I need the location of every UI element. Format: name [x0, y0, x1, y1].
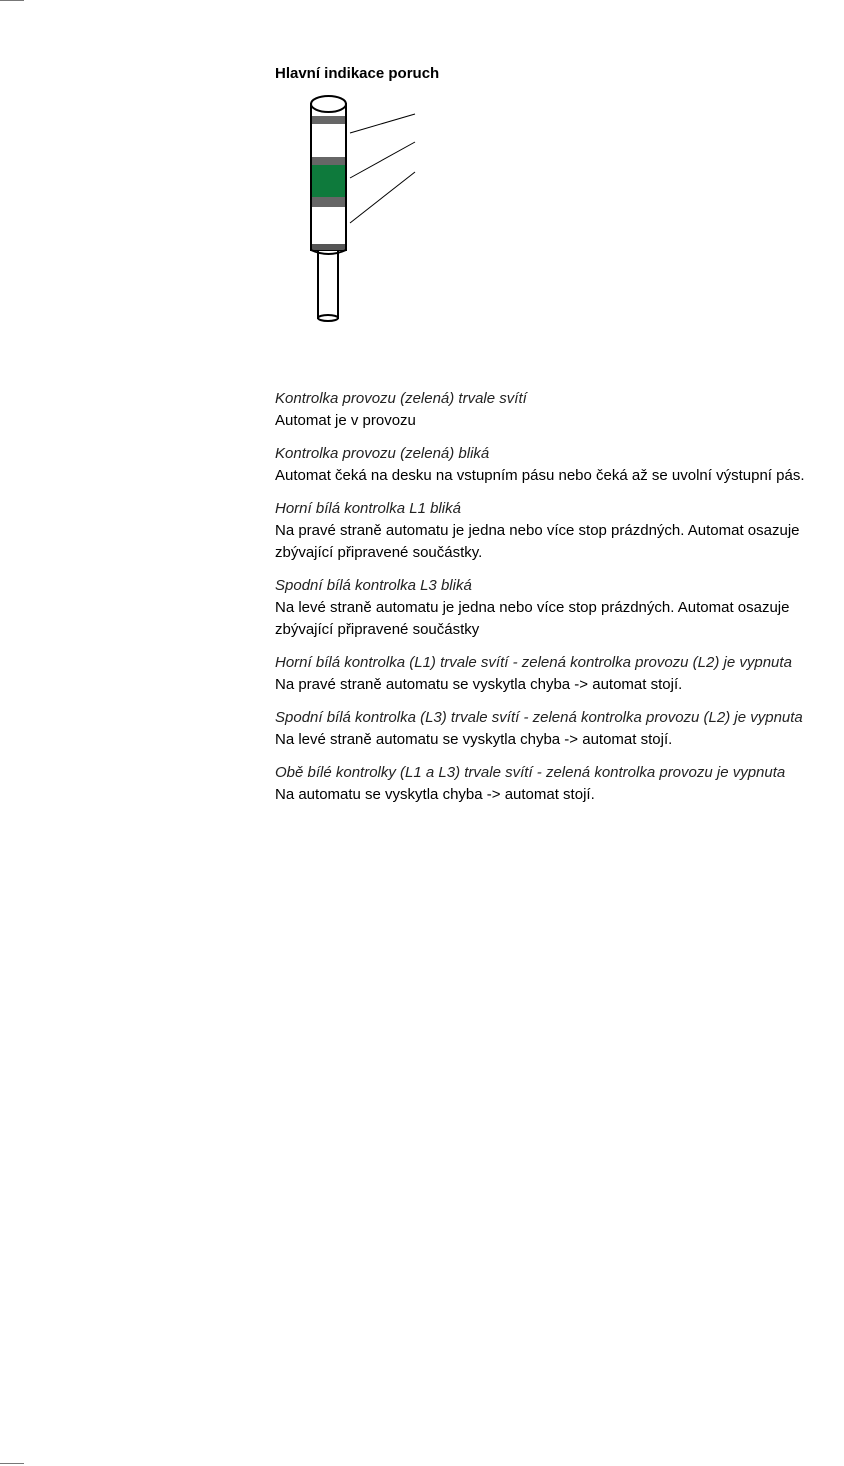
indication-condition: Horní bílá kontrolka L1 bliká — [275, 500, 461, 517]
indication-condition: Obě bílé kontrolky (L1 a L3) trvale svítí - zelená kontrolka provozu je vypnuta — [275, 764, 786, 781]
indication-meaning: Na pravé straně automatu se vyskytla chyba -> automat stojí. — [275, 676, 683, 693]
tower-pole — [318, 250, 338, 318]
indication-meaning: Automat je v provozu — [275, 412, 416, 429]
callout-l2 — [350, 142, 415, 178]
indication-meaning: Na levé straně automatu se vyskytla chyba -> automat stojí. — [275, 731, 673, 748]
indication-entry — [275, 575, 835, 641]
indication-condition: Spodní bílá kontrolka (L3) trvale svítí - zelená kontrolka provozu (L2) je vypnuta — [275, 709, 803, 726]
indication-meaning: Na levé straně automatu je jedna nebo více stop prázdných. Automat osazuje zbývající připravené součástky — [275, 599, 790, 638]
indication-condition: Kontrolka provozu (zelená) trvale svítí — [275, 390, 527, 407]
indication-meaning: Automat čeká na desku na vstupním pásu nebo čeká až se uvolní výstupní pás. — [275, 467, 805, 484]
indication-list — [275, 388, 835, 817]
green-light-l2 — [312, 165, 345, 197]
indication-entry — [275, 652, 835, 696]
signal-tower-illustration — [0, 0, 844, 340]
section-title: Hlavní indikace poruch — [275, 65, 440, 82]
indication-entry — [275, 388, 835, 432]
signal-tower — [311, 96, 346, 321]
footer-rule — [0, 1463, 24, 1464]
tower-cap — [311, 96, 346, 112]
indication-entry — [275, 762, 835, 806]
callout-lines — [350, 114, 415, 223]
indication-entry — [275, 443, 835, 487]
indication-condition: Spodní bílá kontrolka L3 bliká — [275, 577, 472, 594]
callout-l1 — [350, 114, 415, 133]
indication-meaning: Na pravé straně automatu je jedna nebo více stop prázdných. Automat osazuje zbývající připravené součástky. — [275, 522, 800, 561]
indication-entry — [275, 498, 835, 564]
indication-entry — [275, 707, 835, 751]
indication-meaning: Na automatu se vyskytla chyba -> automat stojí. — [275, 786, 595, 803]
callout-l3 — [350, 172, 415, 223]
indication-condition: Kontrolka provozu (zelená) bliká — [275, 445, 490, 462]
indication-condition: Horní bílá kontrolka (L1) trvale svítí - zelená kontrolka provozu (L2) je vypnuta — [275, 654, 792, 671]
